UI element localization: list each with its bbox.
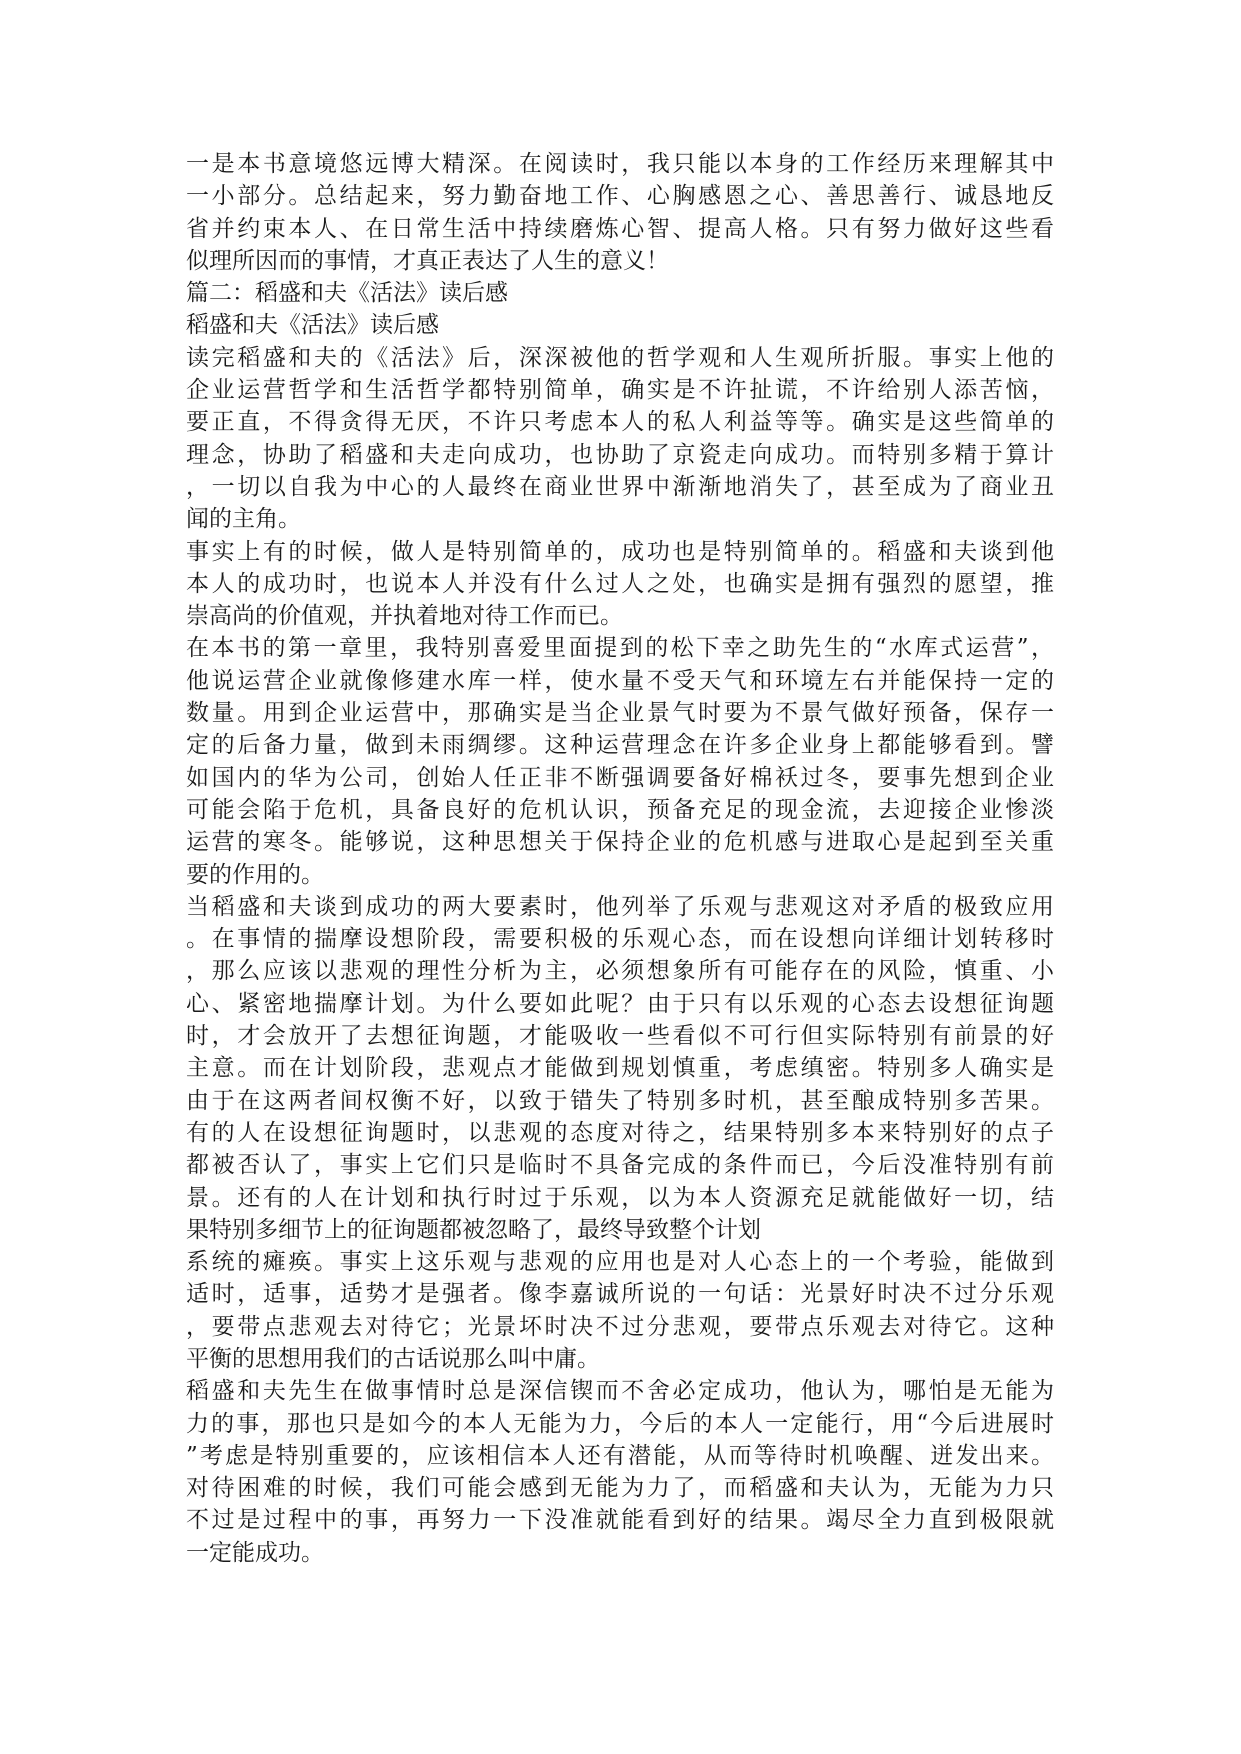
text-line: 主意。而在计划阶段，悲观点才能做到规划慎重，考虑缜密。特别多人确实是 (186, 1055, 1054, 1082)
text-line: 适时，适事，适势才是强者。像李嘉诚所说的一句话：光景好时决不过分乐观 (186, 1281, 1054, 1308)
text-line: 篇二：稻盛和夫《活法》读后感 (186, 280, 508, 307)
text-line: 定的后备力量，做到未雨绸缪。这种运营理念在许多企业身上都能够看到。譬 (186, 732, 1054, 759)
text-line: 由于在这两者间权衡不好，以致于错失了特别多时机，甚至酿成特别多苦果。 (186, 1087, 1054, 1114)
text-line: 平衡的思想用我们的古话说那么叫中庸。 (186, 1345, 600, 1372)
text-line: 数量。用到企业运营中，那确实是当企业景气时要为不景气做好预备，保存一 (186, 700, 1054, 727)
text-line: 景。还有的人在计划和执行时过于乐观，以为本人资源充足就能做好一切，结 (186, 1184, 1054, 1211)
document-body (186, 148, 1054, 1569)
text-line: 在本书的第一章里，我特别喜爱里面提到的松下幸之助先生的“水库式运营”， (186, 635, 1054, 662)
text-line: 力的事，那也只是如今的本人无能为力，今后的本人一定能行，用“今后进展时 (186, 1410, 1054, 1437)
text-line: 。在事情的揣摩设想阶段，需要积极的乐观心态，而在设想向详细计划转移时 (186, 926, 1054, 953)
text-line: 可能会陷于危机，具备良好的危机认识，预备充足的现金流，去迎接企业惨淡 (186, 796, 1054, 823)
text-line: 理念，协助了稻盛和夫走向成功，也协助了京瓷走向成功。而特别多精于算计 (186, 441, 1054, 468)
text-line: 一小部分。总结起来，努力勤奋地工作、心胸感恩之心、善思善行、诚恳地反 (186, 183, 1054, 210)
text-line: 对待困难的时候，我们可能会感到无能为力了，而稻盛和夫认为，无能为力只 (186, 1475, 1054, 1502)
text-line: 心、紧密地揣摩计划。为什么要如此呢？由于只有以乐观的心态去设想征询题 (186, 990, 1054, 1017)
text-line: 本人的成功时，也说本人并没有什么过人之处，也确实是拥有强烈的愿望，推 (186, 570, 1054, 597)
text-line: 事实上有的时候，做人是特别简单的，成功也是特别简单的。稻盛和夫谈到他 (186, 538, 1054, 565)
text-line: 一是本书意境悠远博大精深。在阅读时，我只能以本身的工作经历来理解其中 (186, 151, 1054, 177)
text-line: ，要带点悲观去对待它；光景坏时决不过分悲观，要带点乐观去对待它。这种 (186, 1313, 1054, 1340)
text-line: ”考虑是特别重要的，应该相信本人还有潜能，从而等待时机唤醒、迸发出来。 (186, 1442, 1054, 1469)
text-line: 稻盛和夫先生在做事情时总是深信锲而不舍必定成功，他认为，哪怕是无能为 (186, 1378, 1054, 1405)
text-line: 企业运营哲学和生活哲学都特别简单，确实是不许扯谎，不许给别人添苦恼， (186, 377, 1054, 404)
text-line: 系统的瘫痪。事实上这乐观与悲观的应用也是对人心态上的一个考验，能做到 (186, 1249, 1054, 1276)
text-line: 一定能成功。 (186, 1539, 324, 1566)
text-line: 闻的主角。 (186, 506, 301, 533)
text-line: 读完稻盛和夫的《活法》后，深深被他的哲学观和人生观所折服。事实上他的 (186, 344, 1054, 371)
text-line: 都被否认了，事实上它们只是临时不具备完成的条件而已，今后没准特别有前 (186, 1152, 1054, 1179)
text-line: 当稻盛和夫谈到成功的两大要素时，他列举了乐观与悲观这对矛盾的极致应用 (186, 893, 1054, 920)
text-line: ，那么应该以悲观的理性分析为主，必须想象所有可能存在的风险，慎重、小 (186, 958, 1054, 985)
text-line: 果特别多细节上的征询题都被忽略了，最终导致整个计划 (186, 1216, 761, 1243)
text-line: 稻盛和夫《活法》读后感 (186, 312, 439, 339)
text-line: 省并约束本人、在日常生活中持续磨炼心智、提高人格。只有努力做好这些看 (186, 215, 1054, 242)
text-line: 有的人在设想征询题时，以悲观的态度对待之，结果特别多本来特别好的点子 (186, 1119, 1054, 1146)
text-line: ，一切以自我为中心的人最终在商业世界中渐渐地消失了，甚至成为了商业丑 (186, 473, 1054, 500)
text-line: 不过是过程中的事，再努力一下没准就能看到好的结果。竭尽全力直到极限就 (186, 1507, 1054, 1534)
text-line: 要的作用的。 (186, 861, 324, 888)
text-line: 要正直，不得贪得无厌，不许只考虑本人的私人利益等等。确实是这些简单的 (186, 409, 1054, 436)
text-line: 似理所因而的事情，才真正表达了人生的意义！ (186, 247, 669, 274)
text-line: 时，才会放开了去想征询题，才能吸收一些看似不可行但实际特别有前景的好 (186, 1023, 1054, 1050)
text-line: 如国内的华为公司，创始人任正非不断强调要备好棉袄过冬，要事先想到企业 (186, 764, 1054, 791)
text-line: 运营的寒冬。能够说，这种思想关于保持企业的危机感与进取心是起到至关重 (186, 829, 1054, 856)
text-line: 崇高尚的价值观，并执着地对待工作而已。 (186, 603, 623, 630)
text-line: 他说运营企业就像修建水库一样，使水量不受天气和环境左右并能保持一定的 (186, 667, 1054, 694)
